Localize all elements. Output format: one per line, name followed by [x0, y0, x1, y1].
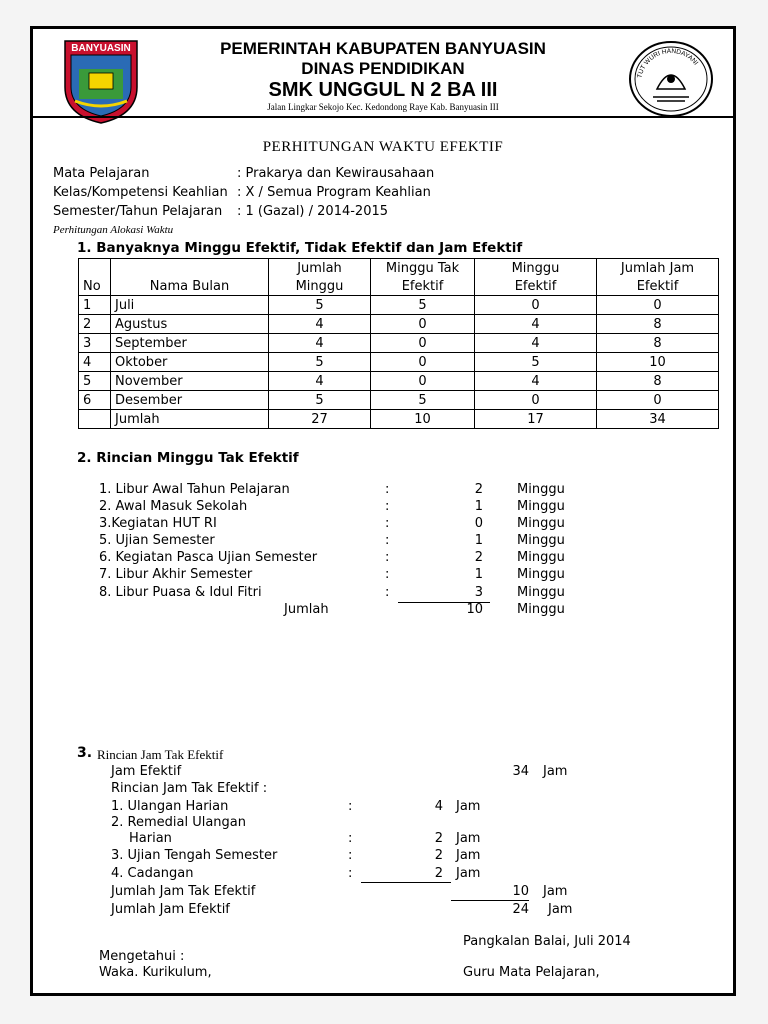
cell-bulan: November	[111, 372, 269, 391]
jam-item-label-cont: Harian	[129, 831, 172, 846]
meta-label-2: Kelas/Kompetensi Keahlian	[53, 185, 228, 200]
cell-jumlah: 5	[269, 391, 371, 410]
rincian-item-unit: Minggu	[517, 482, 565, 497]
cell-bulan: September	[111, 334, 269, 353]
total-tak: 10	[371, 410, 475, 429]
table-total-row	[79, 410, 719, 429]
cell-no-empty	[79, 410, 111, 429]
jam-item-label: 3. Ujian Tengah Semester	[111, 848, 278, 863]
table-row	[79, 391, 719, 410]
jumlah-tak-label: Jumlah Jam Tak Efektif	[111, 884, 256, 899]
jam-item-label: 1. Ulangan Harian	[111, 799, 229, 814]
table-row	[79, 296, 719, 315]
header-nama: Nama Bulan	[111, 277, 269, 296]
cell-efektif: 5	[475, 353, 597, 372]
jumlah-efektif-value: 24	[512, 902, 529, 917]
tut-wuri-handayani-logo	[627, 39, 715, 119]
rincian-item-label: 2. Awal Masuk Sekolah	[99, 499, 248, 514]
rincian-total-label: Jumlah	[284, 602, 329, 617]
rincian-item-unit: Minggu	[517, 567, 565, 582]
rincian-item-label: 7. Libur Akhir Semester	[99, 567, 253, 582]
section1-title: 1. Banyaknya Minggu Efektif, Tidak Efektif dan Jam Efektif	[77, 240, 523, 256]
colon: :	[385, 533, 390, 548]
meta-value-3: : 1 (Gazal) / 2014-2015	[237, 204, 389, 219]
cell-jumlah: 5	[269, 296, 371, 315]
alokasi-label: Perhitungan Alokasi Waktu	[53, 224, 174, 236]
cell-tak: 5	[371, 391, 475, 410]
logo-right-text: TUT WURI HANDAYANI	[636, 47, 700, 79]
cell-jam: 10	[597, 353, 719, 372]
place-date: Pangkalan Balai, Juli 2014	[463, 934, 631, 949]
header-tak-2: Efektif	[371, 277, 475, 296]
total-jam: 34	[597, 410, 719, 429]
rincian-item-value: 1	[474, 533, 483, 548]
cell-no: 5	[79, 372, 111, 391]
jam-item-unit: Jam	[456, 866, 481, 881]
colon: :	[348, 799, 353, 814]
header-efektif-2: Efektif	[475, 277, 597, 296]
header-no-top	[79, 259, 111, 278]
total-label: Jumlah	[111, 410, 269, 429]
cell-no: 2	[79, 315, 111, 334]
cell-jumlah: 4	[269, 372, 371, 391]
section3-number: 3.	[77, 745, 93, 761]
header-divider	[33, 116, 733, 118]
school-name: SMK UNGGUL N 2 BA III	[268, 79, 498, 101]
jam-underline	[361, 882, 451, 883]
cell-efektif: 0	[475, 296, 597, 315]
cell-tak: 0	[371, 372, 475, 391]
jumlah-tak-value: 10	[512, 884, 529, 899]
cell-no: 4	[79, 353, 111, 372]
table-row	[79, 315, 719, 334]
header-line2: DINAS PENDIDIKAN	[301, 59, 465, 78]
meta-value-2: : X / Semua Program Keahlian	[237, 185, 431, 200]
cell-jumlah: 5	[269, 353, 371, 372]
jam-item-unit: Jam	[456, 831, 481, 846]
rincian-total-value: 10	[466, 602, 483, 617]
cell-efektif: 4	[475, 315, 597, 334]
rincian-item-label: 6. Kegiatan Pasca Ujian Semester	[99, 550, 318, 565]
rincian-item-label: 8. Libur Puasa & Idul Fitri	[99, 585, 262, 600]
colon: :	[348, 848, 353, 863]
meta-label-3: Semester/Tahun Pelajaran	[53, 204, 223, 219]
jumlah-efektif-unit: Jam	[548, 902, 573, 917]
cell-efektif: 0	[475, 391, 597, 410]
cell-no: 6	[79, 391, 111, 410]
cell-no: 3	[79, 334, 111, 353]
table-row	[79, 353, 719, 372]
meta-value-1: : Prakarya dan Kewirausahaan	[237, 166, 435, 181]
jumlah-efektif-label: Jumlah Jam Efektif	[111, 902, 230, 917]
rincian-item-label: 5. Ujian Semester	[99, 533, 215, 548]
jam-efektif-value: 34	[512, 764, 529, 779]
cell-tak: 0	[371, 353, 475, 372]
jumlah-tak-unit: Jam	[543, 884, 568, 899]
jam-efektif-unit: Jam	[543, 764, 568, 779]
colon: :	[385, 482, 390, 497]
document-page	[30, 26, 736, 996]
header-efektif-1: Minggu	[475, 259, 597, 278]
cell-no: 1	[79, 296, 111, 315]
jumlah-underline	[451, 900, 529, 901]
cell-tak: 0	[371, 315, 475, 334]
header-nama-top	[111, 259, 269, 278]
header-jumlah-1: Jumlah	[269, 259, 371, 278]
jam-item-value: 2	[434, 848, 443, 863]
rincian-item-unit: Minggu	[517, 499, 565, 514]
rincian-item-value: 2	[474, 482, 483, 497]
minggu-efektif-table	[78, 258, 719, 429]
banyuasin-logo	[61, 37, 141, 125]
jam-item-unit: Jam	[456, 848, 481, 863]
cell-jam: 8	[597, 372, 719, 391]
school-address: Jalan Lingkar Sekojo Kec. Kedondong Raye Kab. Banyuasin III	[267, 102, 499, 112]
rincian-item-label: 3.Kegiatan HUT RI	[99, 516, 217, 531]
header-jam-2: Efektif	[597, 277, 719, 296]
section3-title: Rincian Jam Tak Efektif	[97, 747, 224, 762]
cell-bulan: Agustus	[111, 315, 269, 334]
colon: :	[385, 567, 390, 582]
rincian-item-label: 1. Libur Awal Tahun Pelajaran	[99, 482, 290, 497]
rincian-item-unit: Minggu	[517, 550, 565, 565]
colon: :	[385, 516, 390, 531]
section2-title: 2. Rincian Minggu Tak Efektif	[77, 450, 299, 466]
logo-left-text: BANYUASIN	[71, 43, 131, 54]
rincian-jam-label: Rincian Jam Tak Efektif :	[111, 781, 268, 796]
colon: :	[385, 499, 390, 514]
meta-label-1: Mata Pelajaran	[53, 166, 150, 181]
cell-jam: 8	[597, 315, 719, 334]
guru-label: Guru Mata Pelajaran,	[463, 965, 600, 980]
header-jumlah-2: Minggu	[269, 277, 371, 296]
rincian-item-value: 1	[474, 567, 483, 582]
header-line1: PEMERINTAH KABUPATEN BANYUASIN	[220, 39, 546, 58]
cell-tak: 5	[371, 296, 475, 315]
colon: :	[385, 585, 390, 600]
table-row	[79, 334, 719, 353]
header-jam-1: Jumlah Jam	[597, 259, 719, 278]
cell-jam: 0	[597, 296, 719, 315]
cell-bulan: Juli	[111, 296, 269, 315]
cell-tak: 0	[371, 334, 475, 353]
jam-item-value: 2	[434, 831, 443, 846]
cell-jam: 0	[597, 391, 719, 410]
total-jumlah: 27	[269, 410, 371, 429]
table-row	[79, 372, 719, 391]
rincian-item-value: 2	[474, 550, 483, 565]
waka-kurikulum-label: Waka. Kurikulum,	[99, 965, 212, 980]
jam-item-label: 2. Remedial Ulangan	[111, 815, 247, 830]
colon: :	[348, 831, 353, 846]
jam-efektif-label: Jam Efektif	[111, 764, 182, 779]
cell-jumlah: 4	[269, 315, 371, 334]
cell-efektif: 4	[475, 372, 597, 391]
header-tak-1: Minggu Tak	[371, 259, 475, 278]
cell-jam: 8	[597, 334, 719, 353]
cell-bulan: Oktober	[111, 353, 269, 372]
rincian-item-value: 0	[474, 516, 483, 531]
jam-item-label: 4. Cadangan	[111, 866, 194, 881]
cell-jumlah: 4	[269, 334, 371, 353]
jam-item-value: 4	[434, 799, 443, 814]
jam-item-unit: Jam	[456, 799, 481, 814]
colon: :	[385, 550, 390, 565]
jam-item-value: 2	[434, 866, 443, 881]
rincian-item-value: 3	[474, 585, 483, 600]
rincian-item-unit: Minggu	[517, 533, 565, 548]
cell-efektif: 4	[475, 334, 597, 353]
mengetahui-label: Mengetahui :	[99, 949, 185, 964]
rincian-item-unit: Minggu	[517, 516, 565, 531]
total-efektif: 17	[475, 410, 597, 429]
rincian-item-value: 1	[474, 499, 483, 514]
cell-bulan: Desember	[111, 391, 269, 410]
rincian-item-unit: Minggu	[517, 585, 565, 600]
rincian-total-unit: Minggu	[517, 602, 565, 617]
header-no: No	[79, 277, 111, 296]
colon: :	[348, 866, 353, 881]
page-title: PERHITUNGAN WAKTU EFEKTIF	[262, 139, 504, 155]
